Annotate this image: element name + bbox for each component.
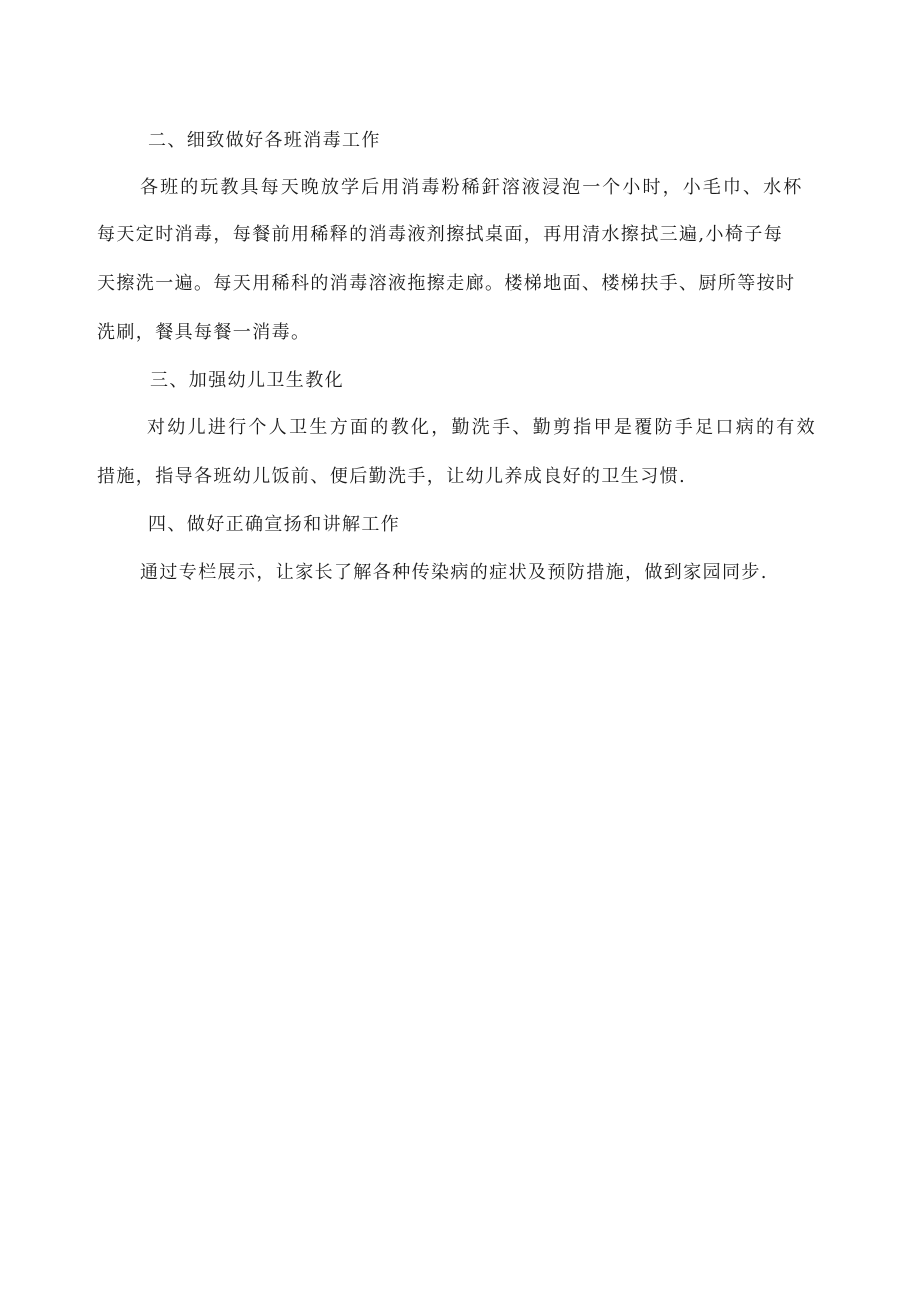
section-4-line-1: 通过专栏展示，让家长了解各种传染病的症状及预防措施，做到家园同步. <box>140 562 768 583</box>
section-3-heading: 三、加强幼儿卫生教化 <box>150 370 344 391</box>
section-3-line-1: 对幼儿进行个人卫生方面的教化，勤洗手、勤剪指甲是覆防手足口病的有效 <box>147 417 817 438</box>
section-2-line-1: 各班的玩教具每天晚放学后用消毒粉稀釬溶液浸泡一个小时，小毛巾、水杯 <box>140 177 804 198</box>
section-2-line-2: 每天定时消毒，每餐前用稀释的消毒液剂擦拭桌面，再用清水擦拭三遍,小椅子每 <box>97 224 784 245</box>
section-2-line-3: 天擦洗一遍。每天用稀科的消毒溶液拖擦走廊。楼梯地面、楼梯扶手、厨所等按时 <box>97 273 796 294</box>
section-2-heading: 二、细致做好各班消毒工作 <box>148 130 381 151</box>
section-2-line-4: 洗刷，餐具每餐一消毒。 <box>97 322 311 343</box>
section-3-line-2: 措施，指导各班幼儿饭前、便后勤洗手，让幼儿养成良好的卫生习惯. <box>97 466 687 487</box>
section-4-heading: 四、做好正确宣扬和讲解工作 <box>148 514 401 535</box>
